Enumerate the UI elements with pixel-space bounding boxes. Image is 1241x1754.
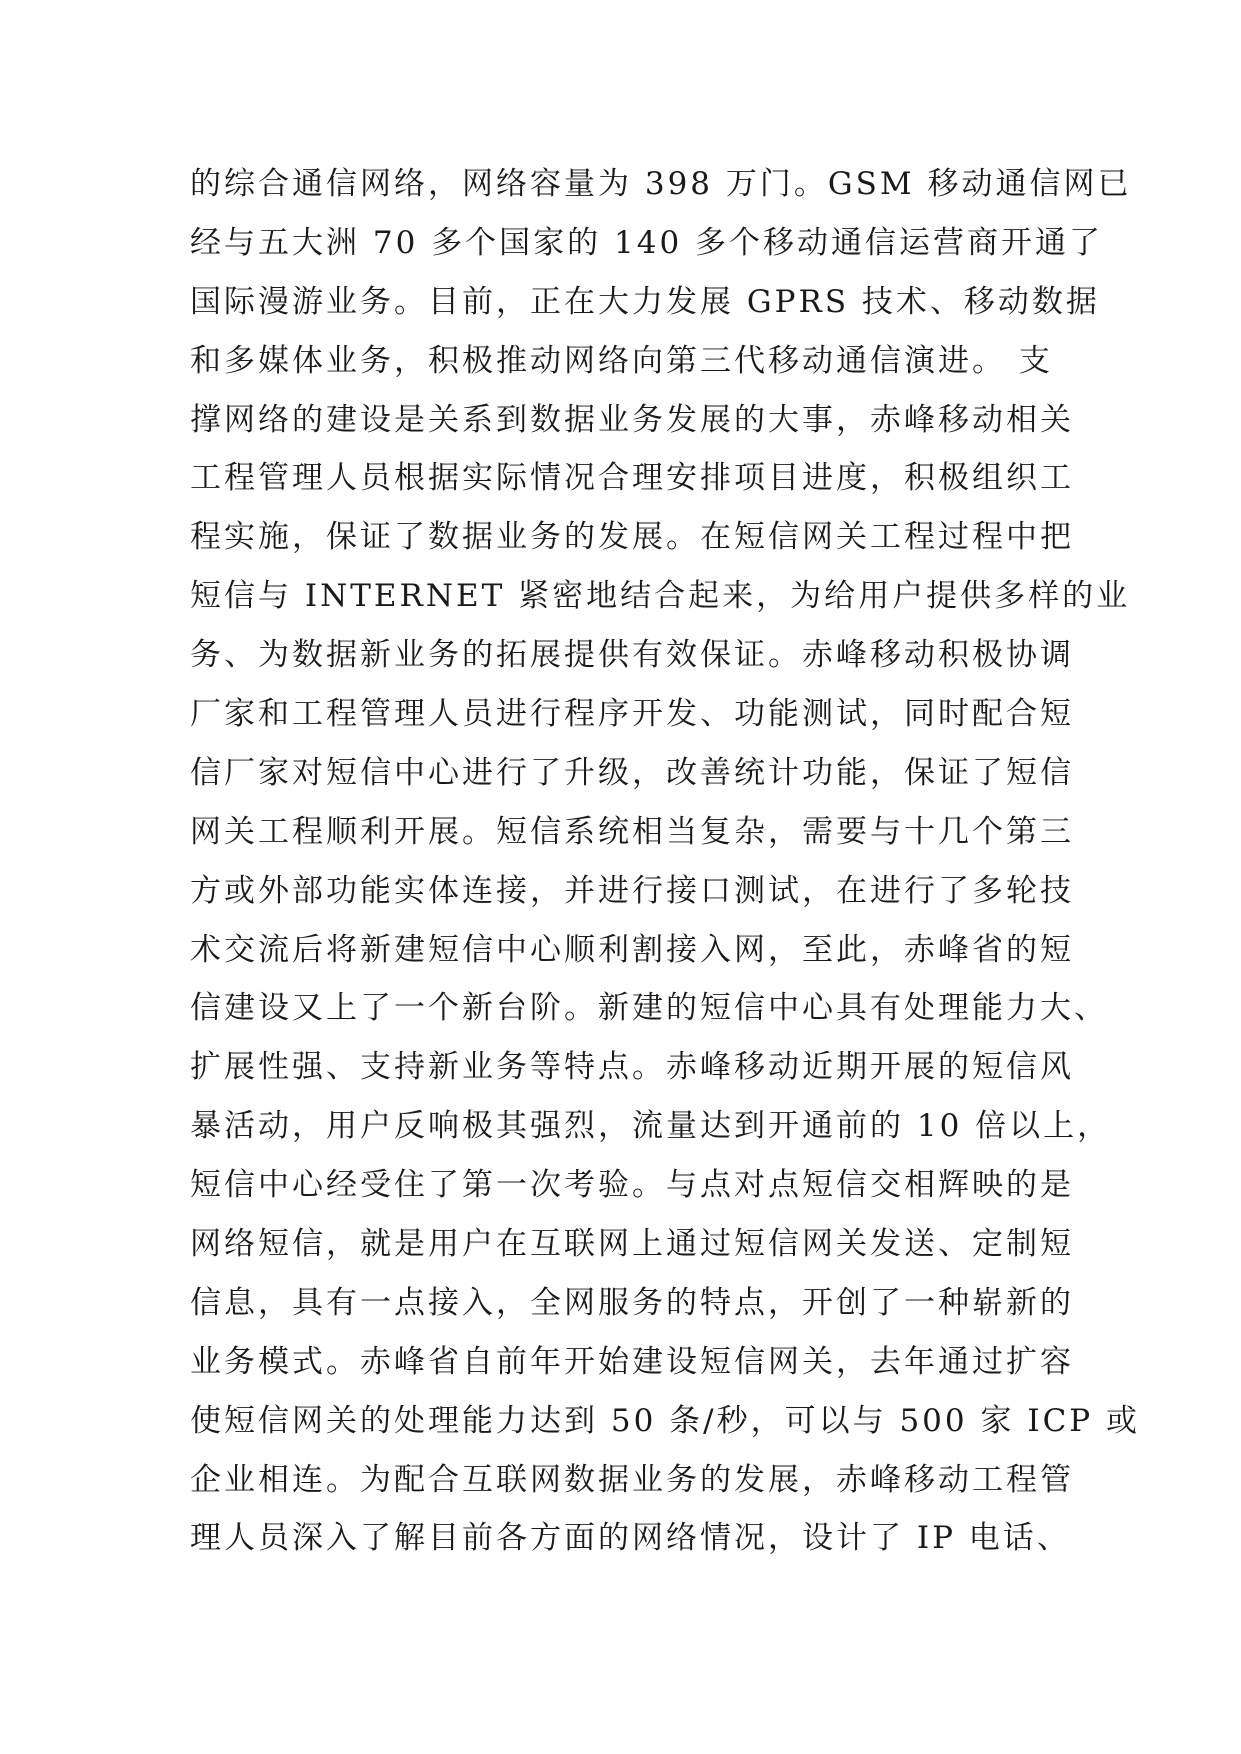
text-line: 理人员深入了解目前各方面的网络情况，设计了 IP 电话、 — [190, 1520, 1071, 1557]
text-line: 暴活动，用户反响极其强烈，流量达到开通前的 10 倍以上， — [190, 1108, 1112, 1145]
text-line: 网络短信，就是用户在互联网上通过短信网关发送、定制短 — [190, 1226, 1074, 1263]
text-line: 业务模式。赤峰省自前年开始建设短信网关，去年通过扩容 — [190, 1343, 1074, 1380]
text-line: 经与五大洲 70 多个国家的 140 多个移动通信运营商开通了 — [190, 224, 1104, 261]
text-line: 程实施，保证了数据业务的发展。在短信网关工程过程中把 — [190, 519, 1074, 556]
text-line: 短信与 INTERNET 紧密地结合起来，为给用户提供多样的业 — [190, 578, 1131, 615]
text-line: 使短信网关的处理能力达到 50 条/秒，可以与 500 家 ICP 或 — [190, 1402, 1141, 1439]
text-line: 网关工程顺利开展。短信系统相当复杂，需要与十几个第三 — [190, 813, 1074, 850]
text-line: 信厂家对短信中心进行了升级，改善统计功能，保证了短信 — [190, 754, 1074, 791]
text-line: 的综合通信网络，网络容量为 398 万门。GSM 移动通信网已 — [190, 166, 1132, 202]
text-line: 信息，具有一点接入，全网服务的特点，开创了一种崭新的 — [190, 1284, 1074, 1321]
text-line: 短信中心经受住了第一次考验。与点对点短信交相辉映的是 — [190, 1167, 1074, 1204]
text-line: 方或外部功能实体连接，并进行接口测试，在进行了多轮技 — [190, 872, 1074, 909]
text-line: 扩展性强、支持新业务等特点。赤峰移动近期开展的短信风 — [190, 1049, 1074, 1086]
text-line: 撑网络的建设是关系到数据业务发展的大事，赤峰移动相关 — [190, 401, 1074, 438]
text-line: 国际漫游业务。目前，正在大力发展 GPRS 技术、移动数据 — [190, 283, 1100, 320]
text-line: 和多媒体业务，积极推动网络向第三代移动通信演进。 支 — [190, 342, 1053, 379]
text-line: 务、为数据新业务的拓展提供有效保证。赤峰移动积极协调 — [190, 637, 1074, 674]
text-line: 术交流后将新建短信中心顺利割接入网，至此，赤峰省的短 — [190, 931, 1074, 968]
text-line: 厂家和工程管理人员进行程序开发、功能测试，同时配合短 — [190, 696, 1074, 733]
text-line: 信建设又上了一个新台阶。新建的短信中心具有处理能力大、 — [190, 990, 1108, 1027]
body-text — [190, 155, 1141, 1568]
text-line: 工程管理人员根据实际情况合理安排项目进度，积极组织工 — [190, 460, 1074, 497]
text-line: 企业相连。为配合互联网数据业务的发展，赤峰移动工程管 — [190, 1461, 1074, 1498]
